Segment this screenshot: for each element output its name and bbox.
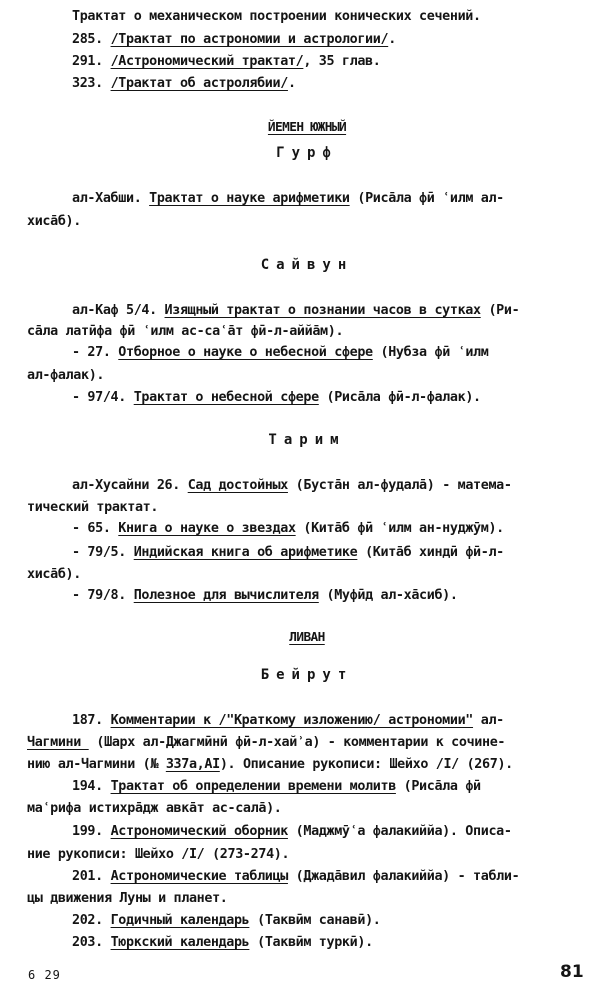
text: (Рисāла фӣ-л-фалак). bbox=[318, 390, 481, 405]
text: - 79/8. bbox=[72, 588, 134, 603]
text: (Таквӣм санавӣ). bbox=[249, 913, 381, 928]
list-item bbox=[72, 913, 381, 929]
item-title: Астрономический оборник bbox=[110, 824, 288, 839]
heading-text: ЙЕМЕН ЮЖНЫЙ bbox=[267, 120, 347, 135]
text-line bbox=[72, 9, 481, 25]
list-item bbox=[72, 935, 373, 951]
text: ал-Каф 5/4. bbox=[72, 303, 165, 318]
text: (Китāб хиндӣ фӣ-л- bbox=[357, 545, 504, 560]
text-line: хисāб). bbox=[27, 214, 81, 229]
item-title: Чагмини bbox=[27, 735, 89, 750]
list-item bbox=[72, 32, 396, 48]
city-heading: Сайвун bbox=[260, 257, 354, 273]
text-line: ал-фалак). bbox=[27, 368, 105, 383]
heading-text: ЛИВАН bbox=[289, 630, 325, 645]
country-heading bbox=[0, 120, 614, 136]
item-title: Трактат о небесной сфере bbox=[133, 390, 319, 405]
text-line bbox=[72, 390, 481, 406]
item-number: 199. bbox=[72, 824, 111, 839]
list-item bbox=[72, 779, 481, 795]
item-title: Трактат о науке арифметики bbox=[149, 191, 350, 206]
text-line bbox=[72, 478, 512, 494]
text: (Таквӣм туркӣ). bbox=[249, 935, 373, 950]
text: - 27. bbox=[72, 345, 119, 360]
item-number: 187. bbox=[72, 713, 111, 728]
page-number: 81 bbox=[560, 962, 584, 982]
text-line bbox=[72, 521, 504, 537]
item-number: 323. bbox=[72, 76, 111, 91]
city-heading: Бейрут bbox=[260, 667, 354, 683]
text-line bbox=[72, 191, 504, 207]
text: Трактат о механическом построении конических сечений. bbox=[72, 9, 481, 24]
item-number: 203. bbox=[72, 935, 111, 950]
item-number: 291. bbox=[72, 54, 111, 69]
text: ). Описание рукописи: Шейхо /I/ (267). bbox=[219, 757, 513, 772]
text-line: цы движения Луны и планет. bbox=[27, 891, 228, 906]
text: , 35 глав. bbox=[303, 54, 381, 69]
text: (Ри- bbox=[480, 303, 520, 318]
item-number: 285. bbox=[72, 32, 111, 47]
list-item bbox=[72, 76, 296, 92]
item-title: /Трактат об астролябии/ bbox=[110, 76, 288, 91]
item-number: 201. bbox=[72, 869, 111, 884]
text-line: сāла латӣфа фӣ ʿилм ас-саʿāт фӣ-л-аййāм). bbox=[27, 324, 344, 339]
text-line: ние рукописи: Шейхо /I/ (273-274). bbox=[27, 847, 290, 862]
item-title: Комментарии к /"Краткому изложению/ астрономии" bbox=[110, 713, 474, 728]
text: (Муфӣд ал-хāсиб). bbox=[318, 588, 458, 603]
item-title: Книга о науке о звездах bbox=[118, 521, 296, 536]
item-title: /Трактат по астрономии и астрологии/ bbox=[110, 32, 389, 47]
item-title: Астрономические таблицы bbox=[110, 869, 288, 884]
list-item bbox=[72, 824, 512, 840]
list-item bbox=[72, 54, 380, 70]
text: - 65. bbox=[72, 521, 119, 536]
text: (Бустāн ал-фудалā) - матема- bbox=[287, 478, 512, 493]
catalog-reference: 337а,АI bbox=[165, 757, 220, 772]
item-title: Годичный календарь bbox=[110, 913, 250, 928]
item-title: /Астрономический трактат/ bbox=[110, 54, 304, 69]
text: (Рисāла фӣ bbox=[395, 779, 481, 794]
text: ал-Хусайни 26. bbox=[72, 478, 188, 493]
text-line bbox=[72, 303, 519, 319]
text: (Шарх ал-Джагмӣнӣ фӣ-л-хайʾа) - комментарии к сочине- bbox=[88, 735, 506, 750]
text: (Рисāла фӣ ʿилм ал- bbox=[349, 191, 504, 206]
text-line: маʿрифа истихрāдж авкāт ас-салā). bbox=[27, 801, 282, 816]
country-heading bbox=[0, 630, 614, 646]
text: . bbox=[388, 32, 396, 47]
text-line bbox=[27, 735, 505, 751]
text: ал- bbox=[473, 713, 504, 728]
text-line: тический трактат. bbox=[27, 500, 159, 515]
text-line bbox=[72, 345, 488, 361]
text: - 79/5. bbox=[72, 545, 134, 560]
text: (Нубза фӣ ʿилм bbox=[372, 345, 489, 360]
text: ал-Хабши. bbox=[72, 191, 150, 206]
item-title: Отборное о науке о небесной сфере bbox=[118, 345, 373, 360]
text-line bbox=[72, 588, 458, 604]
item-number: 202. bbox=[72, 913, 111, 928]
text: (Джадāвил фалакиййа) - табли- bbox=[287, 869, 520, 884]
item-title: Изящный трактат о познании часов в сутках bbox=[164, 303, 481, 318]
city-heading: Гурф bbox=[276, 145, 338, 161]
item-number: 194. bbox=[72, 779, 111, 794]
text: - 97/4. bbox=[72, 390, 134, 405]
list-item bbox=[72, 713, 504, 729]
text: нию ал-Чагмини (№ bbox=[27, 757, 166, 772]
text: (Маджмӯʿа фалакиййа). Описа- bbox=[287, 824, 512, 839]
item-title: Сад достойных bbox=[187, 478, 288, 493]
item-title: Тюркский календарь bbox=[110, 935, 250, 950]
city-heading: Тарим bbox=[268, 432, 346, 448]
item-title: Индийская книга об арифметике bbox=[133, 545, 358, 560]
item-title: Полезное для вычислителя bbox=[133, 588, 319, 603]
text-line bbox=[72, 545, 504, 561]
text-line: хисāб). bbox=[27, 567, 81, 582]
text: (Китāб фӣ ʿилм ан-нуджӯм). bbox=[295, 521, 504, 536]
list-item bbox=[72, 869, 519, 885]
footer-signature-mark: 6 29 bbox=[28, 968, 61, 982]
item-title: Трактат об определении времени молитв bbox=[110, 779, 396, 794]
text-line bbox=[27, 757, 513, 773]
text: . bbox=[287, 76, 296, 91]
